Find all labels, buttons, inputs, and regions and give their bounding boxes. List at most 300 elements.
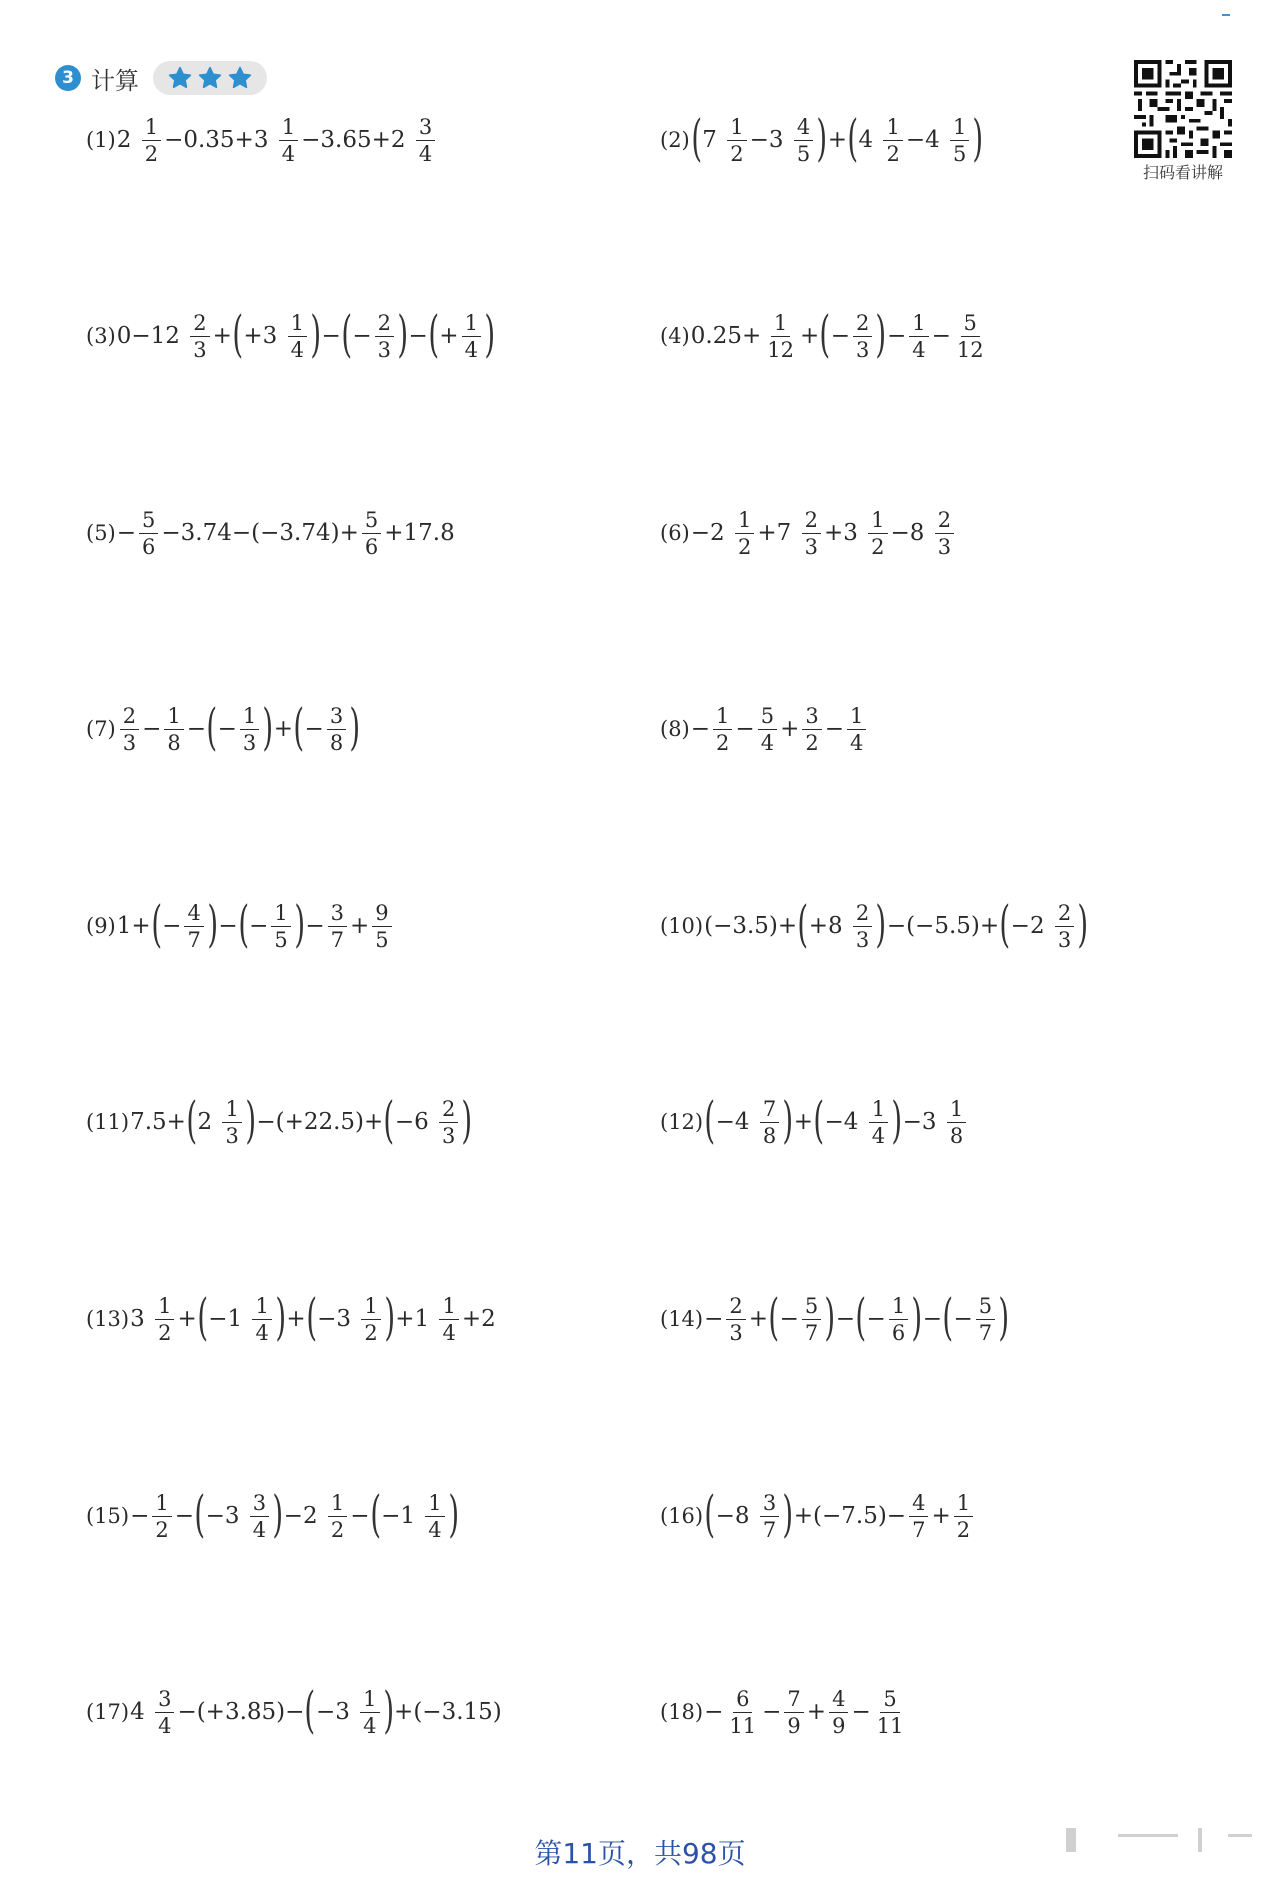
numerator: 1 bbox=[439, 1295, 458, 1320]
numerator: 1 bbox=[869, 1098, 888, 1123]
problem-11 bbox=[86, 1091, 473, 1150]
expression-text: +7 bbox=[757, 520, 799, 547]
expression-text: − bbox=[830, 323, 851, 350]
expression-text: +8 bbox=[808, 913, 850, 940]
fraction bbox=[152, 1492, 171, 1541]
denominator: 8 bbox=[949, 1124, 964, 1149]
fraction bbox=[361, 1295, 380, 1344]
open-paren: ( bbox=[369, 1485, 381, 1544]
denominator: 6 bbox=[364, 535, 379, 560]
expression-text: + bbox=[748, 1306, 769, 1333]
difficulty-rating bbox=[153, 61, 267, 95]
denominator: 3 bbox=[193, 338, 207, 363]
fraction bbox=[372, 902, 391, 951]
problem-18 bbox=[660, 1688, 909, 1737]
numerator: 1 bbox=[954, 1492, 973, 1517]
problem-label: (16) bbox=[660, 1504, 704, 1529]
expression-text: 3 bbox=[130, 1306, 153, 1333]
expression-text: − bbox=[174, 1503, 195, 1530]
open-paren: ( bbox=[293, 698, 305, 757]
open-paren: ( bbox=[768, 1288, 780, 1347]
denominator: 2 bbox=[364, 1321, 378, 1346]
close-paren: ) bbox=[207, 895, 218, 954]
open-paren: ( bbox=[194, 1485, 206, 1544]
problem-label: (1) bbox=[86, 128, 116, 153]
numerator: 2 bbox=[726, 1295, 745, 1320]
fraction bbox=[760, 1098, 779, 1147]
fraction bbox=[976, 1295, 995, 1344]
numerator: 2 bbox=[935, 509, 954, 534]
open-paren: ( bbox=[428, 305, 439, 364]
denominator: 4 bbox=[871, 1124, 886, 1149]
close-paren: ) bbox=[461, 1091, 473, 1150]
problem-16 bbox=[660, 1485, 976, 1544]
fraction bbox=[328, 1492, 347, 1541]
close-paren: ) bbox=[782, 1091, 794, 1150]
fraction bbox=[950, 116, 969, 165]
fraction bbox=[288, 312, 307, 361]
problem-4 bbox=[660, 305, 990, 364]
problem-label: (8) bbox=[660, 717, 690, 742]
qr-code-icon[interactable] bbox=[1134, 60, 1232, 158]
numerator: 3 bbox=[328, 902, 347, 927]
expression-text: −1 bbox=[381, 1503, 423, 1530]
expression-text: + bbox=[439, 323, 459, 350]
numerator: 2 bbox=[802, 509, 821, 534]
denominator: 2 bbox=[871, 535, 885, 560]
problem-label: (6) bbox=[660, 521, 690, 546]
fraction bbox=[847, 705, 866, 754]
denominator: 3 bbox=[856, 338, 870, 363]
problem-label: (9) bbox=[86, 914, 116, 939]
numerator: 1 bbox=[909, 312, 928, 337]
denominator: 4 bbox=[442, 1321, 456, 1346]
denominator: 4 bbox=[418, 142, 433, 167]
open-paren: ( bbox=[819, 305, 831, 364]
fraction bbox=[462, 312, 481, 361]
denominator: 8 bbox=[329, 731, 344, 756]
denominator: 2 bbox=[886, 142, 900, 167]
expression-text: +1 bbox=[395, 1306, 437, 1333]
section-title: 计算 bbox=[91, 66, 139, 95]
fraction bbox=[155, 1295, 174, 1344]
expression-text: + bbox=[286, 1306, 306, 1333]
fraction bbox=[250, 1492, 269, 1541]
expression-text: + bbox=[793, 1109, 814, 1136]
denominator: 5 bbox=[953, 142, 967, 167]
denominator: 4 bbox=[290, 338, 304, 363]
fraction bbox=[416, 116, 435, 165]
expression-text: − bbox=[931, 323, 951, 350]
numerator: 5 bbox=[961, 312, 980, 337]
numerator: 1 bbox=[361, 1295, 380, 1320]
numerator: 1 bbox=[222, 1098, 241, 1123]
open-paren: ( bbox=[238, 895, 249, 954]
problem-label: (12) bbox=[660, 1110, 704, 1135]
expression-text: +3 bbox=[823, 520, 866, 547]
expression-text: −(−5.5)+ bbox=[886, 913, 1000, 940]
close-paren: ) bbox=[384, 1288, 395, 1347]
expression-text: + bbox=[827, 127, 847, 154]
open-paren: ( bbox=[691, 109, 702, 168]
fraction bbox=[362, 509, 381, 558]
fraction bbox=[947, 1098, 966, 1147]
open-paren: ( bbox=[341, 305, 352, 364]
numerator: 2 bbox=[853, 902, 872, 927]
expression-text: + bbox=[931, 1503, 951, 1530]
close-paren: ) bbox=[782, 1485, 794, 1544]
expression-text: −4 bbox=[715, 1109, 757, 1136]
denominator: 3 bbox=[937, 535, 952, 560]
fraction bbox=[713, 705, 732, 754]
expression-text: + bbox=[212, 323, 232, 350]
open-paren: ( bbox=[813, 1091, 825, 1150]
expression-text: −4 bbox=[824, 1109, 866, 1136]
expression-text: − bbox=[408, 323, 428, 350]
open-paren: ( bbox=[206, 698, 218, 757]
numerator: 1 bbox=[152, 1492, 171, 1517]
fraction bbox=[155, 1688, 174, 1737]
star-icon bbox=[227, 65, 253, 91]
expression-text: −4 bbox=[905, 127, 948, 154]
fraction bbox=[883, 116, 902, 165]
fraction bbox=[794, 116, 813, 165]
fraction bbox=[760, 1492, 779, 1541]
denominator: 4 bbox=[464, 338, 478, 363]
fraction bbox=[360, 1688, 379, 1737]
fraction bbox=[184, 902, 203, 951]
problem-17 bbox=[86, 1681, 502, 1740]
expression-text: − bbox=[218, 913, 238, 940]
expression-text: −3.65+2 bbox=[301, 127, 413, 154]
denominator: 3 bbox=[855, 928, 870, 953]
close-paren: ) bbox=[310, 305, 322, 364]
expression-text: −3 bbox=[749, 127, 791, 154]
expression-text: + bbox=[806, 1699, 827, 1726]
denominator: 4 bbox=[252, 1518, 267, 1543]
numerator: 1 bbox=[240, 705, 259, 730]
denominator: 9 bbox=[787, 1714, 801, 1739]
expression-text: −2 bbox=[1010, 913, 1052, 940]
numerator: 4 bbox=[184, 902, 203, 927]
open-paren: ( bbox=[151, 895, 162, 954]
numerator: 1 bbox=[142, 116, 161, 141]
fraction bbox=[909, 1492, 928, 1541]
problem-3 bbox=[86, 305, 496, 364]
expression-text: + bbox=[799, 323, 820, 350]
denominator: 4 bbox=[912, 338, 926, 363]
fraction bbox=[240, 705, 259, 754]
denominator: 2 bbox=[805, 731, 819, 756]
numerator: 1 bbox=[735, 509, 754, 534]
close-paren: ) bbox=[275, 1288, 286, 1347]
expression-text: +3 bbox=[243, 323, 285, 350]
expression-text: 7 bbox=[702, 127, 725, 154]
close-paren: ) bbox=[875, 305, 887, 364]
denominator: 12 bbox=[956, 338, 984, 363]
expression-text: −8 bbox=[890, 520, 932, 547]
expression-text: 0.25+ bbox=[690, 323, 762, 350]
expression-text: − bbox=[321, 323, 341, 350]
fraction bbox=[425, 1492, 444, 1541]
close-paren: ) bbox=[262, 698, 274, 757]
fraction bbox=[764, 312, 797, 361]
numerator: 1 bbox=[727, 116, 746, 141]
expression-text: − bbox=[824, 716, 844, 743]
expression-text: − bbox=[162, 913, 182, 940]
expression-text: 4 bbox=[858, 127, 881, 154]
problem-7 bbox=[86, 698, 361, 757]
numerator: 1 bbox=[947, 1098, 966, 1123]
numerator: 1 bbox=[847, 705, 866, 730]
numerator: 1 bbox=[883, 116, 902, 141]
close-paren: ) bbox=[824, 1288, 836, 1347]
fraction bbox=[327, 705, 346, 754]
fraction bbox=[735, 509, 754, 558]
numerator: 1 bbox=[360, 1688, 379, 1713]
expression-text: −3 bbox=[205, 1503, 247, 1530]
fraction bbox=[279, 116, 298, 165]
expression-text: + bbox=[177, 1306, 197, 1333]
numerator: 1 bbox=[271, 902, 290, 927]
fraction bbox=[869, 1098, 888, 1147]
fraction bbox=[802, 1295, 821, 1344]
expression-text: − bbox=[735, 716, 755, 743]
open-paren: ( bbox=[186, 1091, 198, 1150]
expression-text: − bbox=[116, 520, 137, 547]
expression-text: − bbox=[249, 913, 269, 940]
problem-label: (10) bbox=[660, 914, 704, 939]
problem-label: (5) bbox=[86, 521, 116, 546]
expression-text: −3 bbox=[902, 1109, 944, 1136]
open-paren: ( bbox=[306, 1288, 317, 1347]
fraction bbox=[829, 1688, 848, 1737]
expression-text: − bbox=[352, 323, 372, 350]
close-paren: ) bbox=[972, 109, 984, 168]
expression-text: − bbox=[142, 716, 162, 743]
numerator: 2 bbox=[439, 1098, 458, 1123]
problem-label: (2) bbox=[660, 128, 690, 153]
problem-14 bbox=[660, 1288, 1010, 1347]
numerator: 1 bbox=[889, 1295, 908, 1320]
problem-2 bbox=[660, 109, 984, 168]
expression-text: −3 bbox=[317, 1306, 359, 1333]
expression-text: − bbox=[305, 913, 325, 940]
denominator: 4 bbox=[158, 1714, 172, 1739]
fraction bbox=[853, 312, 872, 361]
expression-text: 7.5+ bbox=[130, 1109, 186, 1136]
open-paren: ( bbox=[855, 1288, 867, 1347]
expression-text: 2 bbox=[197, 1109, 220, 1136]
numerator: 5 bbox=[802, 1295, 821, 1320]
expression-text: −2 bbox=[690, 520, 732, 547]
expression-text: −1 bbox=[208, 1306, 250, 1333]
denominator: 2 bbox=[716, 731, 730, 756]
expression-text: (−3.5)+ bbox=[704, 913, 798, 940]
problem-8 bbox=[660, 705, 869, 754]
expression-text: − bbox=[217, 716, 237, 743]
denominator: 3 bbox=[242, 731, 257, 756]
numerator: 1 bbox=[771, 312, 790, 337]
open-paren: ( bbox=[704, 1485, 716, 1544]
denominator: 6 bbox=[891, 1321, 906, 1346]
section-number-badge: 3 bbox=[55, 65, 81, 91]
fraction bbox=[190, 312, 209, 361]
close-paren: ) bbox=[484, 305, 496, 364]
expression-text: − bbox=[130, 1503, 150, 1530]
numerator: 2 bbox=[120, 705, 139, 730]
fraction bbox=[222, 1098, 241, 1147]
numerator: 6 bbox=[733, 1688, 752, 1713]
expression-text: − bbox=[922, 1306, 942, 1333]
fraction bbox=[375, 312, 394, 361]
expression-text: −0.35+3 bbox=[164, 127, 276, 154]
denominator: 4 bbox=[255, 1321, 269, 1346]
star-icon bbox=[197, 65, 223, 91]
numerator: 1 bbox=[288, 312, 307, 337]
star-icon bbox=[167, 65, 193, 91]
numerator: 3 bbox=[327, 705, 346, 730]
numerator: 5 bbox=[880, 1688, 899, 1713]
fraction bbox=[164, 705, 183, 754]
denominator: 3 bbox=[122, 731, 137, 756]
fraction bbox=[802, 705, 821, 754]
problem-6 bbox=[660, 509, 957, 558]
denominator: 11 bbox=[876, 1714, 904, 1739]
close-paren: ) bbox=[272, 1485, 284, 1544]
expression-text: − bbox=[350, 1503, 370, 1530]
expression-text: +(−7.5)− bbox=[793, 1503, 907, 1530]
problem-9 bbox=[86, 895, 395, 954]
expression-text: +(−3.15) bbox=[394, 1699, 502, 1726]
denominator: 9 bbox=[832, 1714, 846, 1739]
expression-text: −(+22.5)+ bbox=[256, 1109, 384, 1136]
numerator: 2 bbox=[375, 312, 394, 337]
section-header bbox=[55, 60, 267, 96]
expression-text: − bbox=[835, 1306, 856, 1333]
toolbar-ghost bbox=[1058, 1820, 1258, 1860]
fraction bbox=[726, 1295, 745, 1344]
open-paren: ( bbox=[797, 895, 809, 954]
fraction bbox=[784, 1688, 803, 1737]
numerator: 4 bbox=[829, 1688, 848, 1713]
expression-text: −8 bbox=[715, 1503, 757, 1530]
problem-label: (3) bbox=[86, 324, 116, 349]
numerator: 5 bbox=[362, 509, 381, 534]
numerator: 1 bbox=[462, 312, 481, 337]
expression-text: − bbox=[886, 323, 907, 350]
denominator: 5 bbox=[274, 928, 288, 953]
close-paren: ) bbox=[1077, 895, 1089, 954]
fraction bbox=[868, 509, 887, 558]
open-paren: ( bbox=[704, 1091, 716, 1150]
expression-text: + bbox=[349, 913, 370, 940]
expression-text: 0−12 bbox=[116, 323, 188, 350]
expression-text: +2 bbox=[461, 1306, 496, 1333]
problem-label: (15) bbox=[86, 1504, 130, 1529]
denominator: 3 bbox=[377, 338, 391, 363]
denominator: 7 bbox=[187, 928, 201, 953]
denominator: 3 bbox=[729, 1321, 743, 1346]
problem-12 bbox=[660, 1091, 969, 1150]
numerator: 1 bbox=[950, 116, 969, 141]
denominator: 4 bbox=[760, 731, 775, 756]
problem-label: (14) bbox=[660, 1307, 704, 1332]
fraction bbox=[889, 1295, 908, 1344]
numerator: 2 bbox=[190, 312, 209, 337]
close-paren: ) bbox=[382, 1681, 394, 1740]
problem-label: (18) bbox=[660, 1700, 704, 1725]
problem-10 bbox=[660, 895, 1089, 954]
expression-text: 4 bbox=[130, 1699, 153, 1726]
close-paren: ) bbox=[245, 1091, 256, 1150]
numerator: 4 bbox=[794, 116, 813, 141]
expression-text: − bbox=[186, 716, 207, 743]
expression-text: −2 bbox=[283, 1503, 325, 1530]
numerator: 1 bbox=[425, 1492, 444, 1517]
open-paren: ( bbox=[197, 1288, 208, 1347]
corner-mark bbox=[1222, 14, 1230, 16]
denominator: 11 bbox=[729, 1714, 757, 1739]
open-paren: ( bbox=[383, 1091, 395, 1150]
numerator: 1 bbox=[868, 509, 887, 534]
denominator: 12 bbox=[767, 338, 794, 363]
numerator: 1 bbox=[155, 1295, 174, 1320]
expression-text: 2 bbox=[116, 127, 139, 154]
close-paren: ) bbox=[816, 109, 828, 168]
open-paren: ( bbox=[942, 1288, 954, 1347]
problem-label: (7) bbox=[86, 717, 116, 742]
expression-text: − bbox=[953, 1306, 973, 1333]
problem-15 bbox=[86, 1485, 459, 1544]
denominator: 4 bbox=[363, 1714, 377, 1739]
expression-text: −3.74−(−3.74)+ bbox=[161, 520, 359, 547]
expression-text: − bbox=[851, 1699, 871, 1726]
denominator: 2 bbox=[737, 535, 752, 560]
numerator: 5 bbox=[139, 509, 158, 534]
numerator: 9 bbox=[372, 902, 391, 927]
numerator: 3 bbox=[802, 705, 821, 730]
fraction bbox=[909, 312, 928, 361]
numerator: 4 bbox=[909, 1492, 928, 1517]
denominator: 3 bbox=[225, 1124, 239, 1149]
denominator: 3 bbox=[804, 535, 818, 560]
open-paren: ( bbox=[847, 109, 859, 168]
denominator: 5 bbox=[796, 142, 811, 167]
numerator: 2 bbox=[853, 312, 872, 337]
numerator: 3 bbox=[155, 1688, 174, 1713]
problem-1 bbox=[86, 116, 438, 165]
close-paren: ) bbox=[891, 1091, 903, 1150]
numerator: 5 bbox=[758, 705, 777, 730]
expression-text: −(+3.85)− bbox=[177, 1699, 305, 1726]
fraction bbox=[120, 705, 139, 754]
fraction bbox=[252, 1295, 271, 1344]
fraction bbox=[954, 312, 987, 361]
denominator: 2 bbox=[330, 1518, 345, 1543]
fraction bbox=[874, 1688, 907, 1737]
denominator: 5 bbox=[375, 928, 389, 953]
problem-label: (11) bbox=[86, 1110, 130, 1135]
denominator: 7 bbox=[330, 928, 344, 953]
expression-text: − bbox=[704, 1306, 724, 1333]
page-indicator: 第11页，共98页 bbox=[534, 1837, 746, 1870]
denominator: 8 bbox=[167, 731, 181, 756]
close-paren: ) bbox=[448, 1485, 459, 1544]
fraction bbox=[1055, 902, 1074, 951]
denominator: 2 bbox=[144, 142, 159, 167]
denominator: 2 bbox=[956, 1518, 971, 1543]
